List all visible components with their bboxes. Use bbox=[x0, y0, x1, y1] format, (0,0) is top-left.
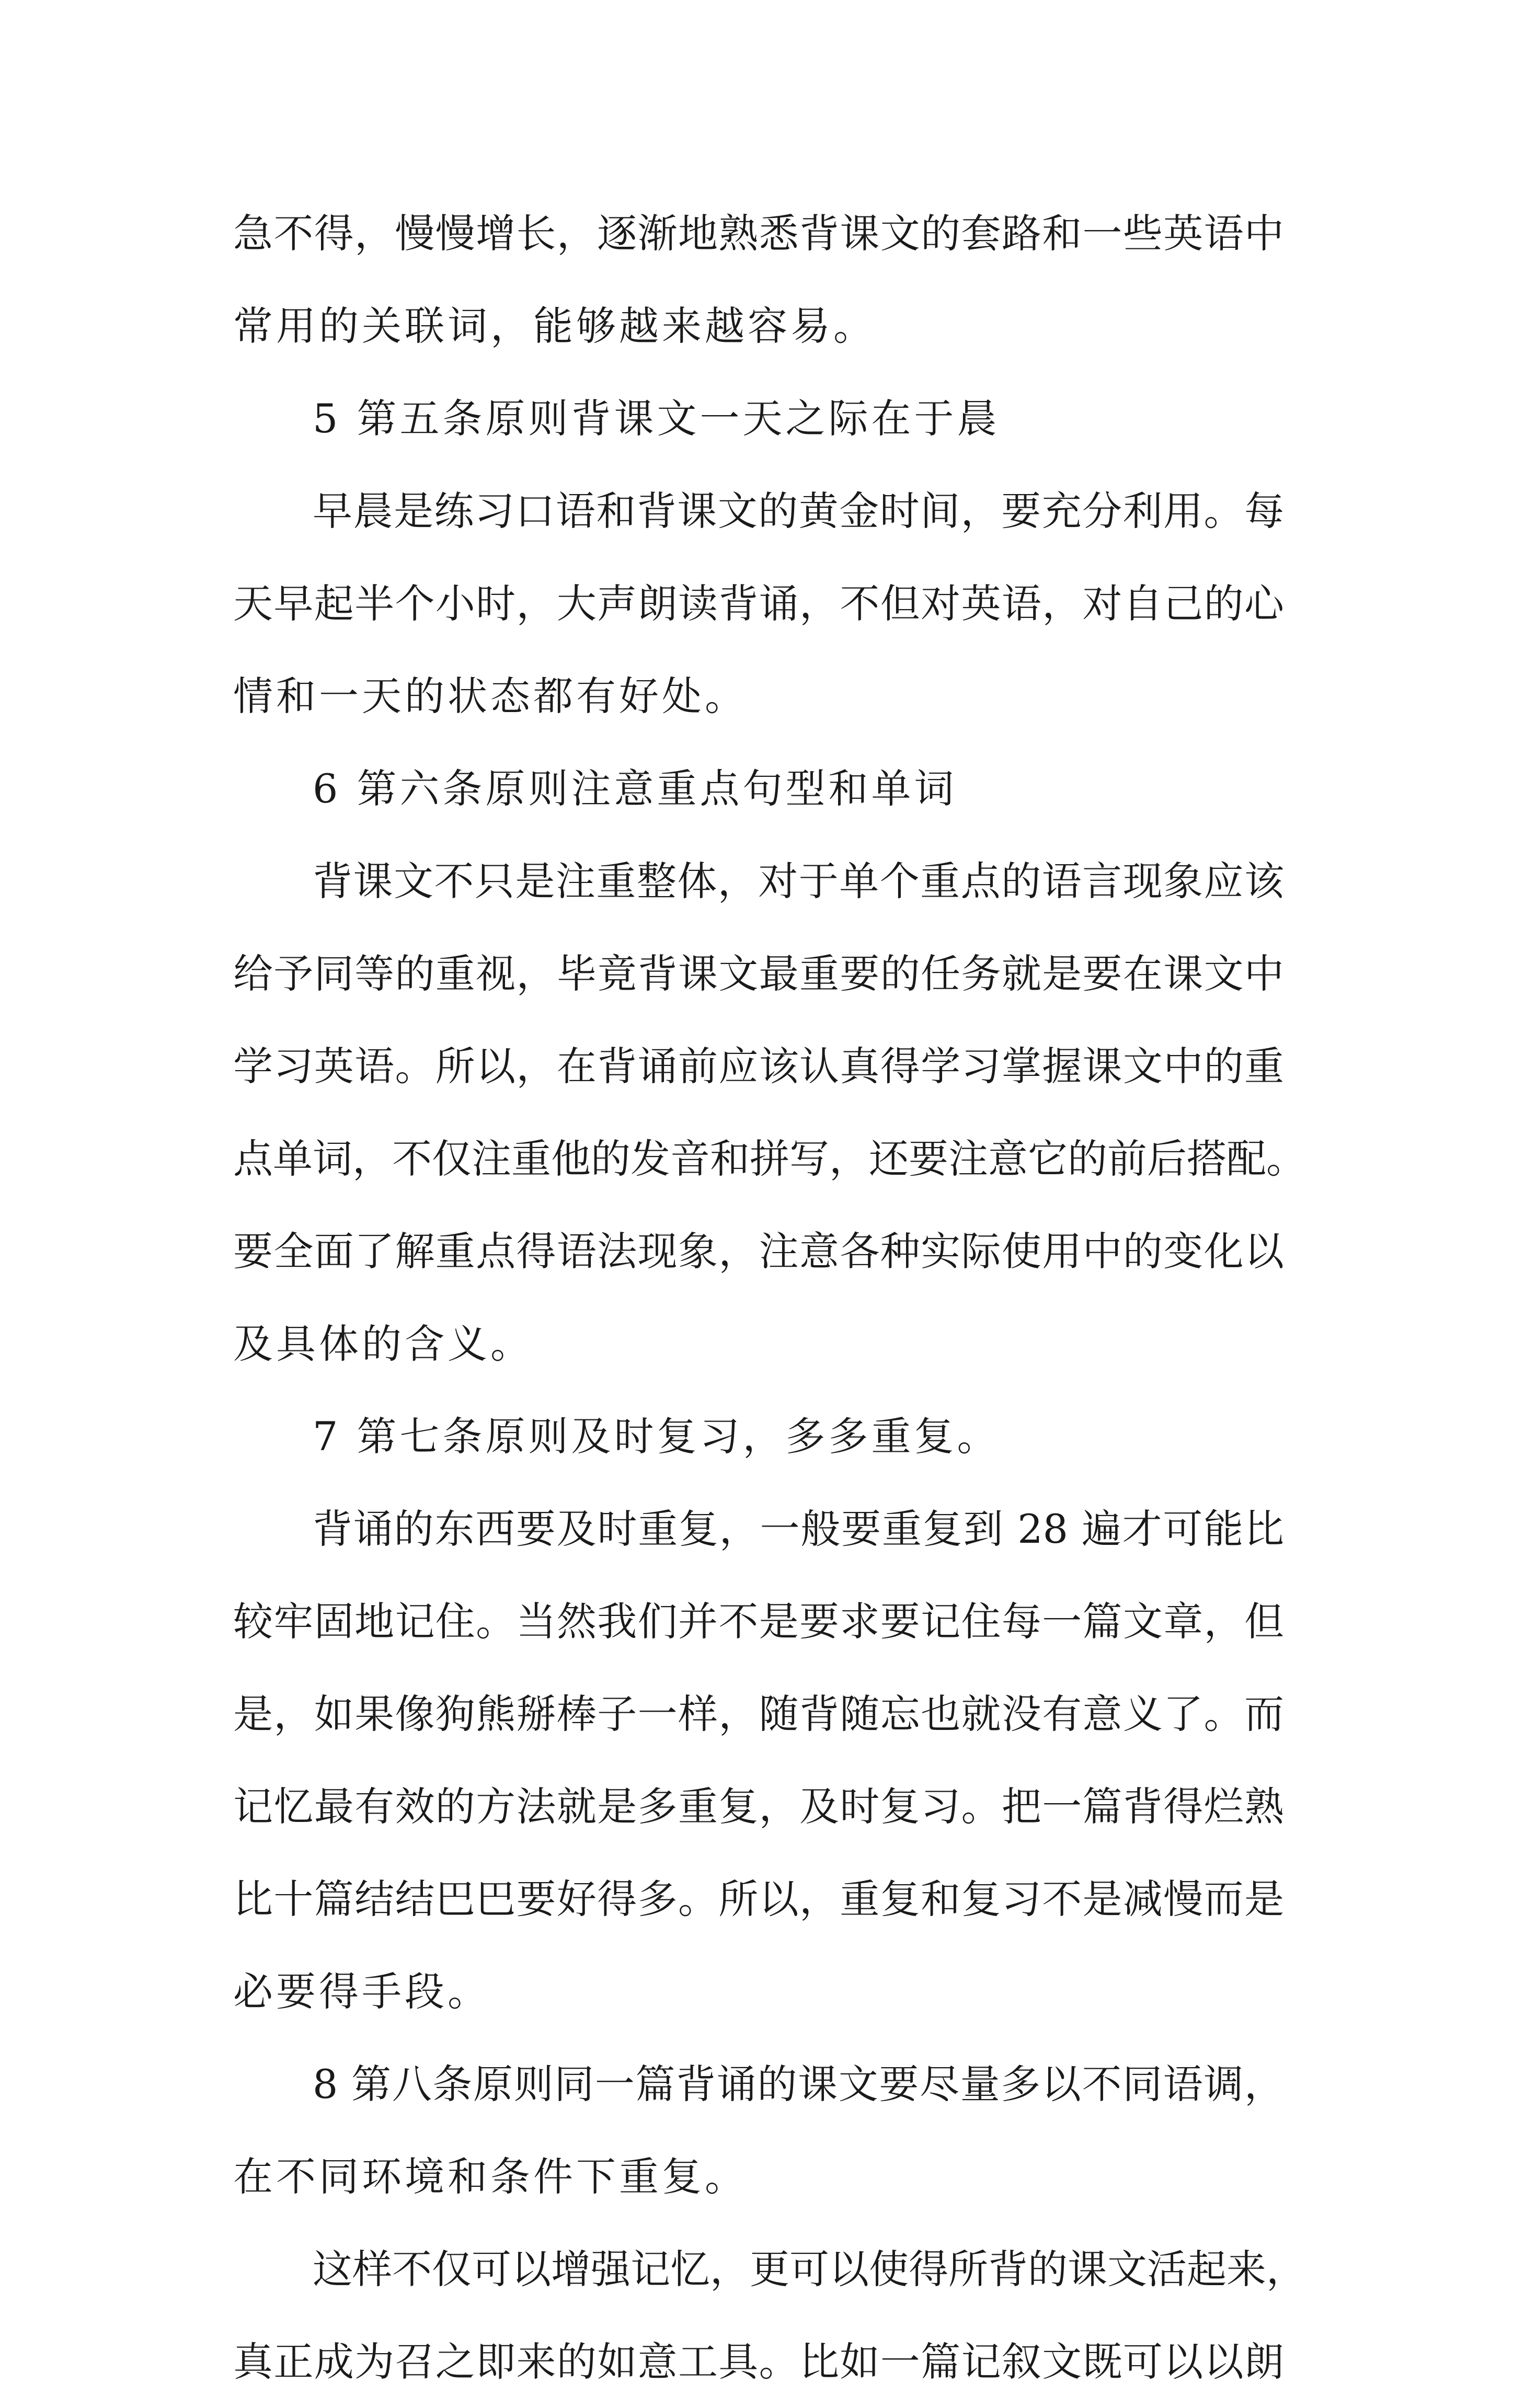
section-heading: 5 第五条原则背课文一天之际在于晨 bbox=[313, 395, 1000, 442]
paragraph-first-line: 背诵的东西要及时重复，一般要重复到 28 遍才可能比 bbox=[313, 1506, 1284, 1552]
body-line: 急不得，慢慢增长，逐渐地熟悉背课文的套路和一些英语中 bbox=[233, 210, 1284, 257]
paragraph-first-line: 早晨是练习口语和背课文的黄金时间，要充分利用。每 bbox=[313, 488, 1284, 534]
body-line: 及具体的含义。 bbox=[233, 1321, 533, 1367]
section-heading: 6 第六条原则注意重点句型和单词 bbox=[313, 765, 957, 812]
body-line: 记忆最有效的方法就是多重复，及时复习。把一篇背得烂熟 bbox=[233, 1783, 1284, 1830]
section-heading: 8 第八条原则同一篇背诵的课文要尽量多以不同语调， bbox=[313, 2061, 1284, 2107]
body-line: 点单词，不仅注重他的发音和拼写，还要注意它的前后搭配。 bbox=[233, 1136, 1306, 1182]
body-line: 要全面了解重点得语法现象，注意各种实际使用中的变化以 bbox=[233, 1228, 1284, 1275]
body-line: 比十篇结结巴巴要好得多。所以，重复和复习不是减慢而是 bbox=[233, 1876, 1284, 1922]
paragraph-first-line: 这样不仅可以增强记忆，更可以使得所背的课文活起来， bbox=[313, 2246, 1306, 2292]
body-line: 在不同环境和条件下重复。 bbox=[233, 2153, 748, 2200]
section-heading: 7 第七条原则及时复习，多多重复。 bbox=[313, 1413, 1000, 1460]
body-line: 必要得手段。 bbox=[233, 1968, 490, 2015]
document-body bbox=[233, 187, 1306, 2408]
body-line: 情和一天的状态都有好处。 bbox=[233, 673, 748, 719]
body-line: 学习英语。所以，在背诵前应该认真得学习掌握课文中的重 bbox=[233, 1043, 1284, 1090]
body-line: 给予同等的重视，毕竟背课文最重要的任务就是要在课文中 bbox=[233, 950, 1284, 997]
body-line: 真正成为召之即来的如意工具。比如一篇记叙文既可以以朗 bbox=[233, 2338, 1284, 2385]
paragraph-first-line: 背课文不只是注重整体，对于单个重点的语言现象应该 bbox=[313, 858, 1284, 904]
body-line: 常用的关联词，能够越来越容易。 bbox=[233, 303, 876, 349]
body-line: 是，如果像狗熊掰棒子一样，随背随忘也就没有意义了。而 bbox=[233, 1691, 1284, 1737]
body-line: 较牢固地记住。当然我们并不是要求要记住每一篇文章，但 bbox=[233, 1598, 1284, 1645]
body-line: 天早起半个小时，大声朗读背诵，不但对英语，对自己的心 bbox=[233, 580, 1284, 627]
